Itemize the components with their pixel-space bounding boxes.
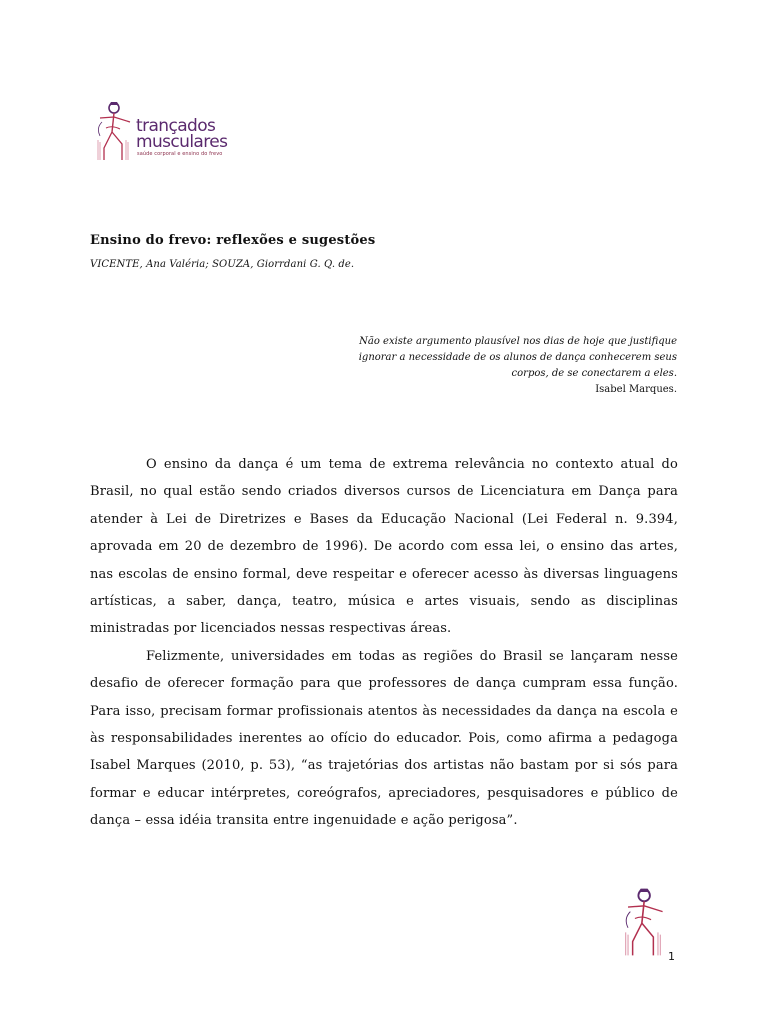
dancer-icon (92, 98, 134, 164)
body-paragraph: O ensino da dança é um tema de extrema relevância no contexto atual do Brasil, no qual estão sendo criados diversos cursos de Licenciatura em Dança para atender à Lei de Diretrizes e Bases da Educação Nacional (Lei Federal n. 9.394, aprovada em 20 de dezembro de 1996). De acordo com essa lei, o ensino das artes, nas escolas de ensino formal, deve respeitar e oferecer acesso às diversas linguagens artísticas, a saber, dança, teatro, música e artes visuais, sendo as disciplinas ministradas por licenciados nessas respectivas áreas. (90, 457, 678, 637)
logo-line-1: trançados (136, 116, 216, 136)
article-authors: VICENTE, Ana Valéria; SOUZA, Giorrdani G. Q. de. (90, 259, 355, 270)
logo-line-2: musculares (136, 132, 228, 152)
epigraph-line: corpos, de se conectarem a eles. (511, 368, 677, 379)
article-title: Ensino do frevo: reflexões e sugestões (90, 233, 376, 248)
logo-wordmark (136, 118, 227, 150)
header-logo (92, 98, 252, 164)
epigraph-source: Isabel Marques. (595, 384, 677, 395)
epigraph (280, 334, 677, 398)
epigraph-line: Não existe argumento plausível nos dias de hoje que justifique (359, 336, 677, 347)
body-paragraph: Felizmente, universidades em todas as regiões do Brasil se lançaram nesse desafio de oferecer formação para que professores de dança cumpram essa função. Para isso, precisam formar profissionais atentos às necessidades da dança na escola e às responsabilidades inerentes ao ofício do educador. Pois, como afirma a pedagoga Isabel Marques (2010, p. 53), “as trajetórias dos artistas não bastam por si sós para formar e educar intérpretes, coreógrafos, apreciadores, pesquisadores e público de dança – essa idéia transita entre ingenuidade e ação perigosa”. (90, 648, 678, 829)
dancer-icon (614, 884, 672, 960)
page-number: 1 (668, 950, 675, 963)
article-body (90, 451, 678, 835)
epigraph-line: ignorar a necessidade de os alunos de dança conhecerem seus (358, 352, 677, 363)
logo-tagline: saúde corporal e ensino do frevo (137, 151, 223, 157)
